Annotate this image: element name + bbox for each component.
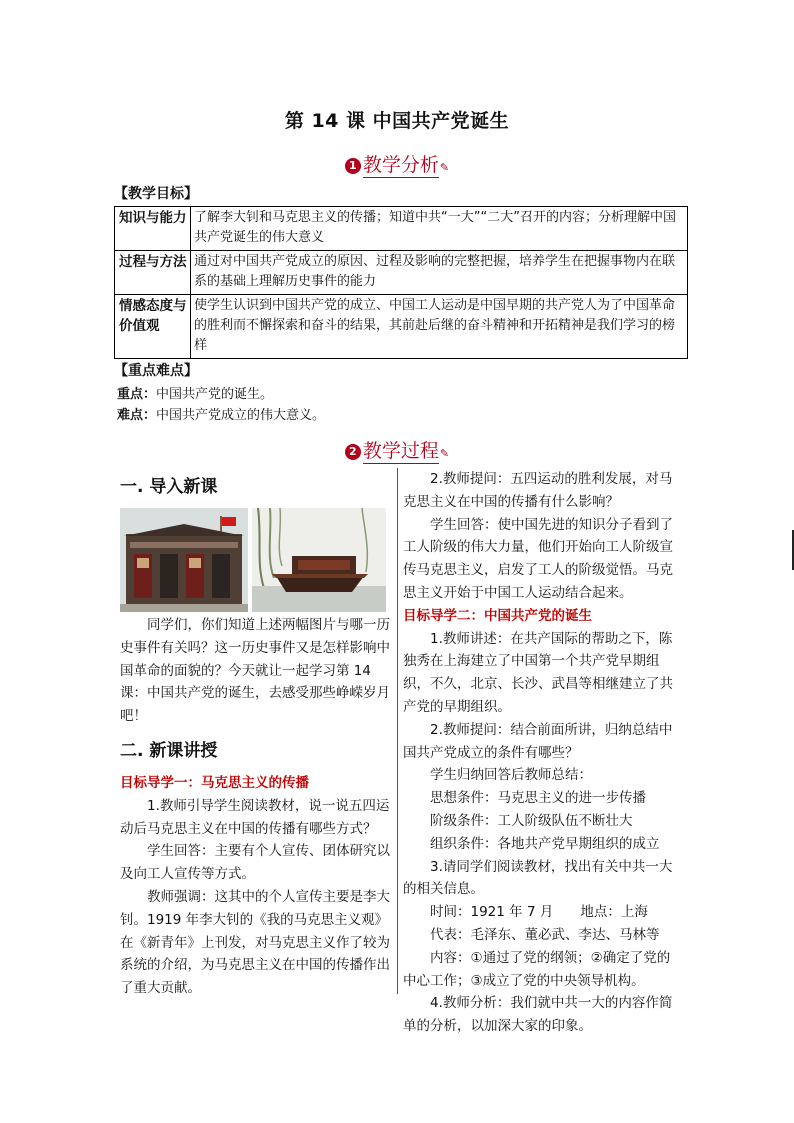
intro-photos	[120, 508, 390, 612]
summary-line: 思想条件：马克思主义的进一步传播	[430, 790, 646, 807]
table-row	[115, 251, 688, 295]
page-title: 第 14 课 中国共产党诞生	[284, 110, 510, 132]
summary-line: 组织条件：各地共产党早期组织的成立	[430, 835, 660, 852]
intro-paragraph: 同学们，你们知道上述两幅图片与哪一历史事件有关吗？这一历史事件又是怎样影响中国革命的面貌的？今天就让一起学习第 14 课：中国共产党的诞生，去感受那些峥嵘岁月吧！	[120, 617, 390, 725]
goal-two-heading: 目标导学二：中国共产党的诞生	[403, 607, 592, 624]
table-row	[115, 207, 688, 251]
goal-key: 过程与方法	[115, 251, 191, 295]
meeting-site-photo	[120, 508, 248, 612]
goals-label: 【教学目标】	[114, 186, 198, 202]
difficult-point	[117, 406, 325, 426]
paragraph: 学生回答：主要有个人宣传、团体研究以及向工人宣传等方式。	[120, 843, 390, 883]
paragraph: 1.教师引导学生阅读教材，说一说五四运动后马克思主义在中国的传播有哪些方式？	[120, 797, 390, 837]
flourish-icon: ✎	[439, 447, 450, 460]
lecture-heading: 二. 新课讲授	[120, 740, 218, 761]
number-badge: 2	[345, 444, 361, 460]
section-heading-process	[0, 436, 794, 463]
difficult-point-label: 难点：	[117, 408, 157, 423]
paragraph: 1.教师讲述：在共产国际的帮助之下，陈独秀在上海建立了中国第一个共产党早期组织，不久，北京、长沙、武昌等相继建立了共产党的早期组织。	[403, 630, 673, 715]
red-boat-photo	[252, 508, 386, 612]
paragraph: 2.教师提问：五四运动的胜利发展，对马克思主义在中国的传播有什么影响？	[403, 471, 673, 510]
goals-table	[114, 206, 688, 359]
key-point	[117, 385, 273, 405]
right-column	[403, 468, 673, 1038]
paragraph: 学生回答：使中国先进的知识分子看到了工人阶级的伟大力量，他们开始向工人阶级宣传马克思主义，启发了工人的阶级觉悟。马克思主义开始于中国工人运动结合起来。	[403, 516, 673, 601]
column-divider	[397, 468, 398, 994]
keydiff-label: 【重点难点】	[114, 363, 198, 379]
section-label: 教学分析	[362, 154, 439, 176]
goal-value: 了解李大钊和马克思主义的传播；知道中共“一大”“二大”召开的内容；分析理解中国共产党诞生的伟大意义	[191, 207, 688, 251]
section-heading-analysis	[0, 150, 794, 177]
goal-value: 使学生认识到中国共产党的成立、中国工人运动是中国早期的共产党人为了中国革命的胜利而不懈探索和奋斗的结果，其前赴后继的奋斗精神和开拓精神是我们学习的榜样	[191, 295, 688, 359]
number-badge: 1	[345, 158, 361, 174]
paragraph: 2.教师提问：结合前面所讲，归纳总结中国共产党成立的条件有哪些？	[403, 721, 673, 761]
goal-one-heading: 目标导学一：马克思主义的传播	[120, 774, 309, 791]
goal-key: 知识与能力	[115, 207, 191, 251]
summary-line: 学生归纳回答后教师总结：	[430, 767, 592, 784]
left-column	[120, 468, 390, 1000]
section-label: 教学过程	[362, 440, 439, 462]
paragraph: 内容：①通过了党的纲领；②确定了党的中心工作；③成立了党的中央领导机构。	[403, 949, 671, 989]
info-line: 代表：毛泽东、董必武、李达、马林等	[430, 926, 660, 943]
intro-heading: 一. 导入新课	[120, 477, 218, 497]
difficult-point-text: 中国共产党成立的伟大意义。	[156, 408, 326, 423]
goal-value: 通过对中国共产党成立的原因、过程及影响的完整把握，培养学生在把握事物内在联系的基础上理解历史事件的能力	[191, 251, 688, 295]
paragraph: 3.请同学们阅读教材，找出有关中共一大的相关信息。	[403, 858, 673, 898]
paragraph: 4.教师分析：我们就中共一大的内容作简单的分析，以加深大家的印象。	[403, 995, 673, 1035]
key-point-label: 重点：	[117, 387, 157, 402]
flourish-icon: ✎	[439, 161, 450, 174]
goal-key: 情感态度与价值观	[115, 295, 191, 359]
table-row	[115, 295, 688, 359]
info-line: 时间：1921 年 7 月 地点：上海	[430, 904, 648, 921]
key-point-text: 中国共产党的诞生。	[156, 387, 274, 402]
summary-line: 阶级条件：工人阶级队伍不断壮大	[430, 812, 633, 829]
paragraph: 教师强调：这其中的个人宣传主要是李大钊。1919 年李大钊的《我的马克思主义观》在《新青年》上刊发，对马克思主义作了较为系统的介绍，为马克思主义在中国的传播作出了重大贡献。	[120, 888, 390, 997]
